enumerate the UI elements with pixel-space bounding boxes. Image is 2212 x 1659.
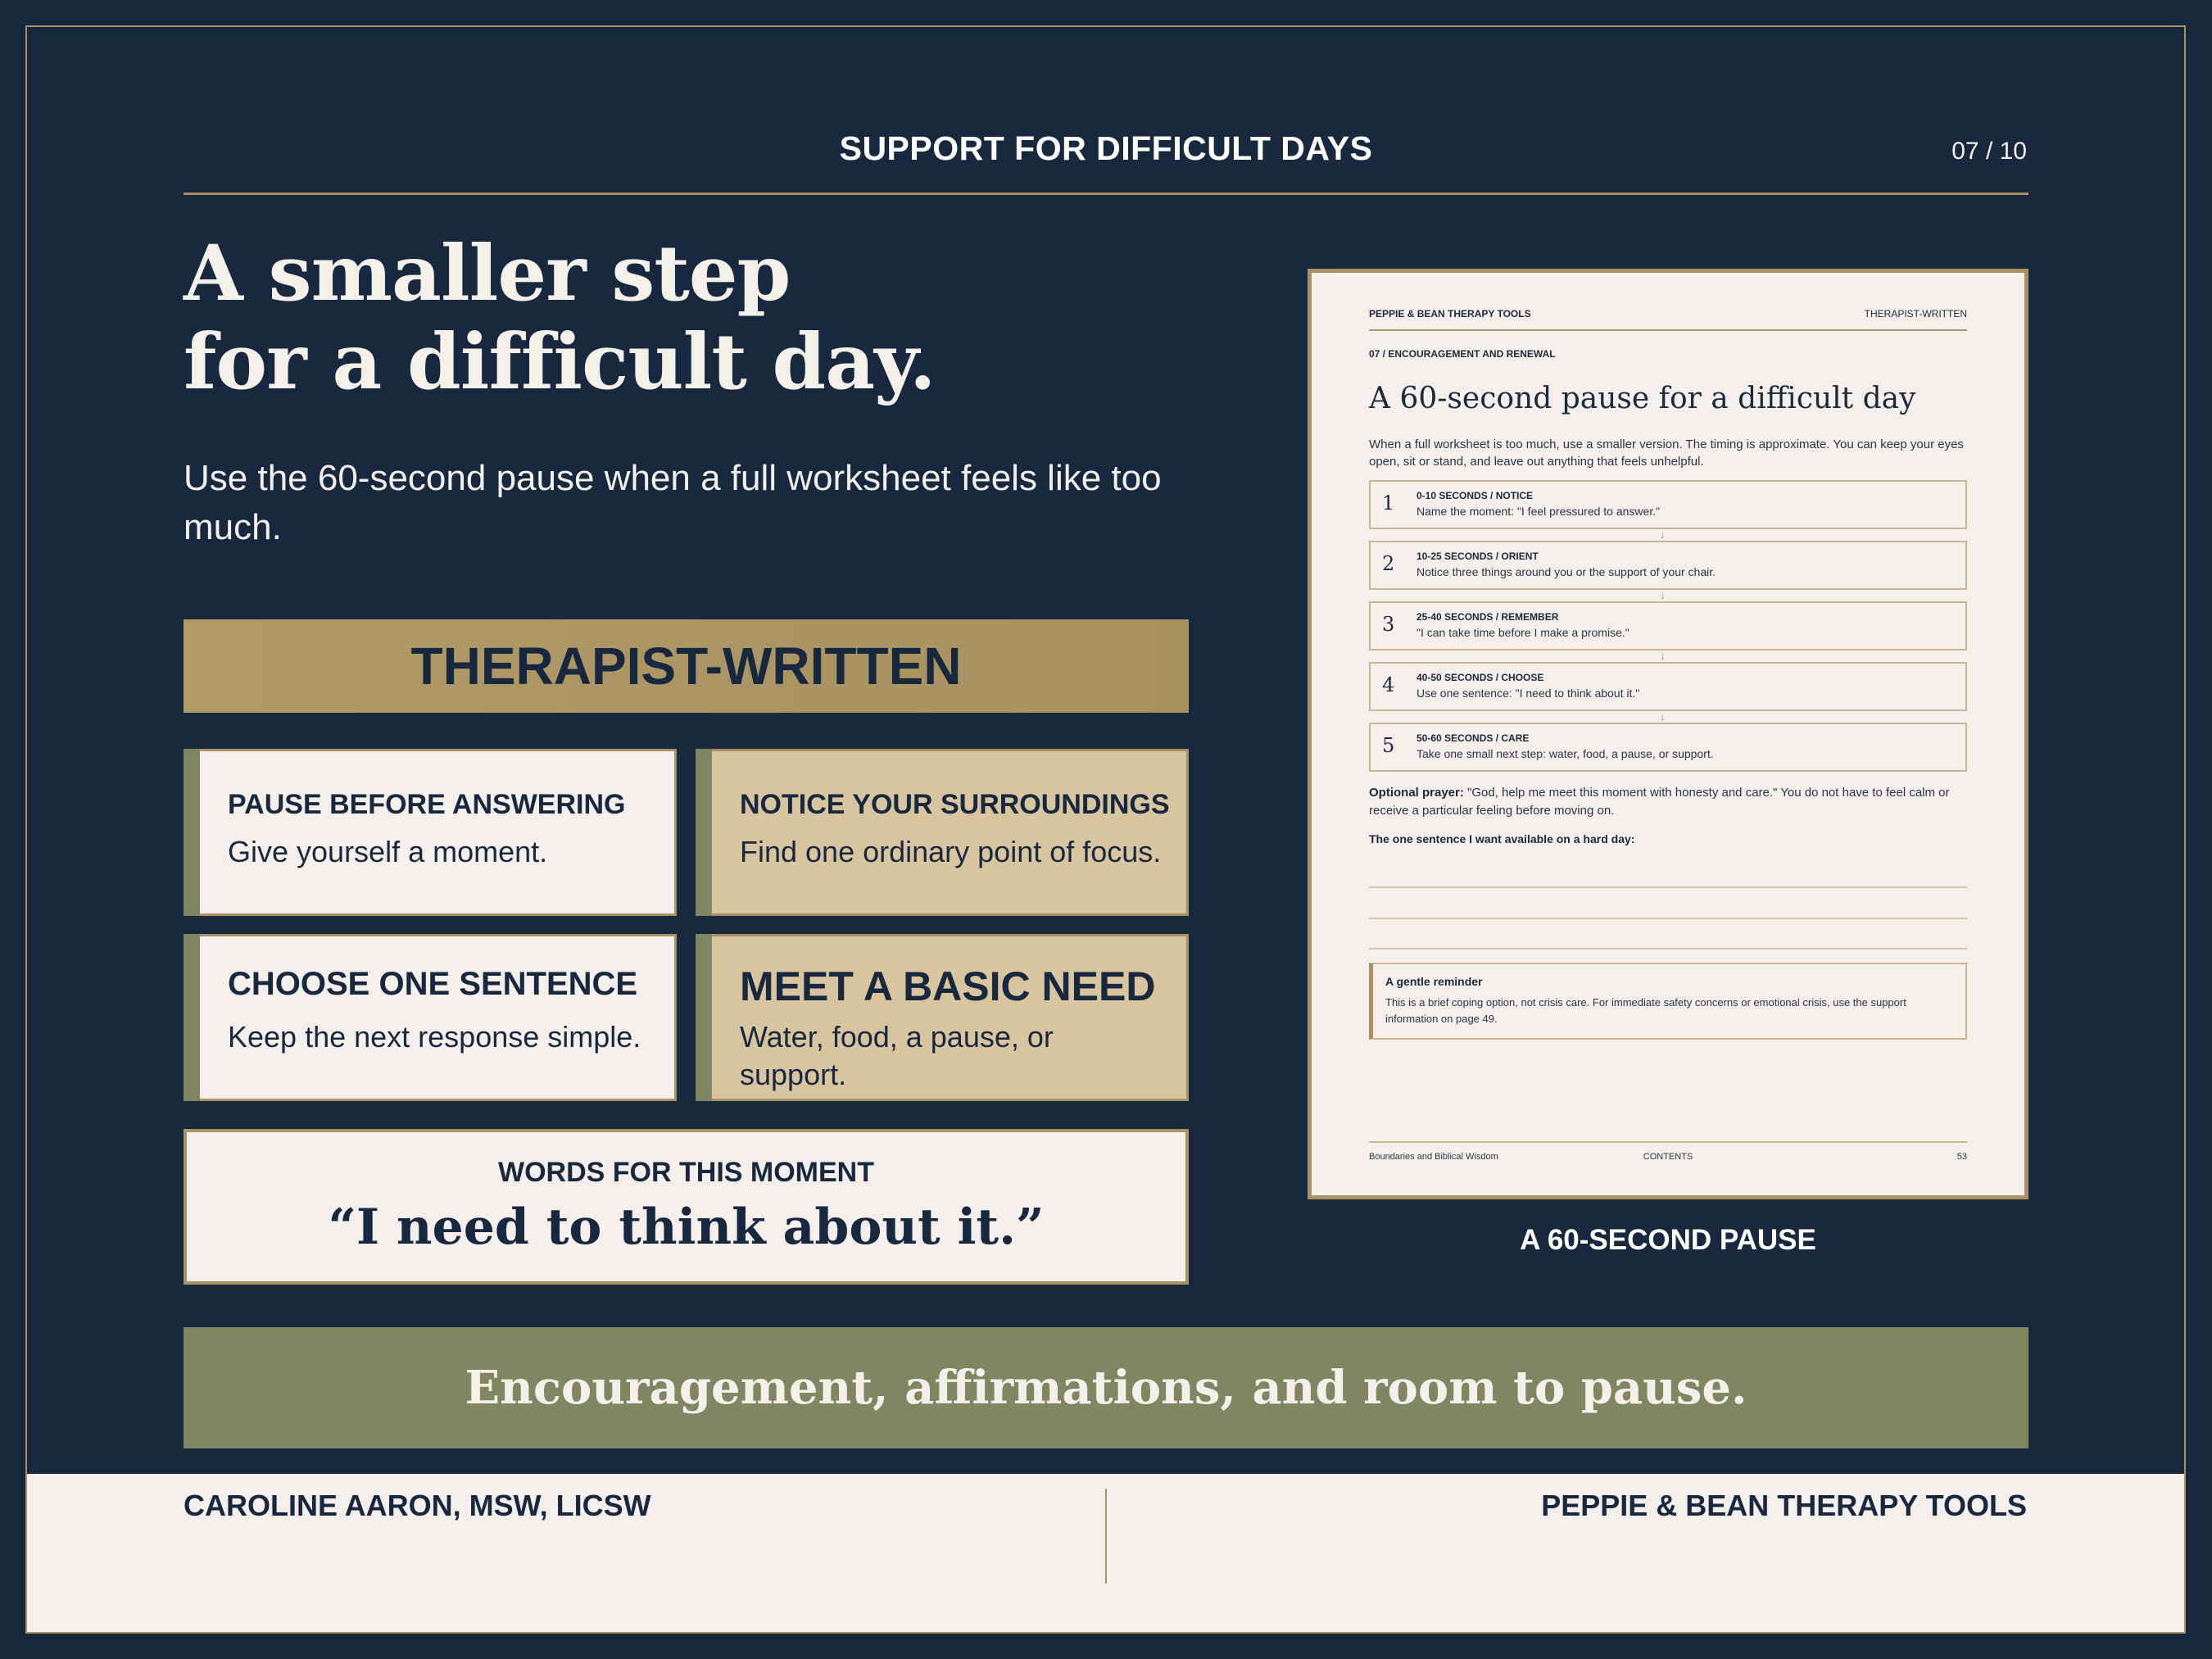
card-pause-before-answering	[184, 749, 677, 916]
encouragement-banner: Encouragement, affirmations, and room to pause.	[184, 1327, 2028, 1448]
step-text: Take one small next step: water, food, a pause, or support.	[1416, 747, 1714, 760]
step-number: 1	[1382, 492, 1395, 514]
words-label: WORDS FOR THIS MOMENT	[498, 1157, 874, 1188]
doc-brand: PEPPIE & BEAN THERAPY TOOLS	[1369, 308, 1531, 320]
headline-line-1: A smaller step	[184, 229, 791, 319]
doc-step	[1369, 541, 1967, 590]
write-line	[1369, 886, 1967, 888]
step-text: Use one sentence: "I need to think about it."	[1416, 687, 1640, 700]
step-text: Notice three things around you or the support of your chair.	[1416, 565, 1716, 578]
step-text: Name the moment: "I feel pressured to answer."	[1416, 505, 1661, 518]
brand-credit: PEPPIE & BEAN THERAPY TOOLS	[1541, 1489, 2027, 1522]
card-title: MEET A BASIC NEED	[740, 963, 1156, 1009]
step-number: 3	[1382, 613, 1395, 636]
step-heading: 10-25 SECONDS / ORIENT	[1416, 551, 1539, 562]
header-divider	[184, 193, 2028, 195]
card-body: Water, food, a pause, or support.	[740, 1020, 1054, 1091]
doc-step	[1369, 601, 1967, 650]
prayer-text: "God, help me meet this moment with honesty and care." You do not have to feel calm or receive a particular feeling before moving on.	[1369, 786, 1950, 818]
headline-line-2: for a difficult day.	[184, 317, 936, 407]
step-heading: 25-40 SECONDS / REMEMBER	[1416, 611, 1559, 623]
card-choose-one-sentence	[184, 934, 677, 1101]
step-heading: 0-10 SECONDS / NOTICE	[1416, 490, 1534, 501]
doc-tag: THERAPIST-WRITTEN	[1864, 308, 1967, 320]
headline	[184, 229, 1167, 406]
down-arrow-icon: ↓	[1660, 589, 1666, 601]
doc-sentence-prompt: The one sentence I want available on a hard day:	[1369, 832, 1635, 845]
words-for-this-moment	[184, 1129, 1189, 1285]
step-number: 4	[1382, 673, 1395, 696]
card-body: Find one ordinary point of focus.	[740, 835, 1162, 868]
doc-footer-left: Boundaries and Biblical Wisdom	[1369, 1152, 1498, 1162]
words-quote: “I need to think about it.”	[328, 1199, 1045, 1256]
footer	[27, 1474, 2184, 1632]
doc-step	[1369, 480, 1967, 529]
step-number: 5	[1382, 734, 1395, 757]
card-title: CHOOSE ONE SENTENCE	[228, 966, 638, 1002]
doc-header-rule	[1369, 329, 1967, 331]
step-text: "I can take time before I make a promise."	[1416, 626, 1630, 639]
doc-footer-center: CONTENTS	[1643, 1152, 1693, 1162]
down-arrow-icon: ↓	[1660, 528, 1666, 541]
doc-step	[1369, 723, 1967, 772]
doc-footer-rule	[1369, 1141, 1967, 1143]
therapist-written-banner: THERAPIST-WRITTEN	[184, 619, 1189, 713]
author-credit: CAROLINE AARON, MSW, LICSW	[184, 1489, 651, 1522]
card-title: PAUSE BEFORE ANSWERING	[228, 789, 626, 820]
page-indicator: 07 / 10	[1951, 138, 2027, 165]
doc-intro: When a full worksheet is too much, use a smaller version. The timing is approximate. You can keep your eyes open, sit or stand, and leave out anything that feels unhelpful.	[1369, 437, 1964, 469]
worksheet-preview	[1308, 269, 2028, 1199]
doc-prayer	[1369, 784, 1967, 820]
prayer-label: Optional prayer:	[1369, 786, 1464, 800]
down-arrow-icon: ↓	[1660, 710, 1666, 723]
doc-reminder	[1369, 963, 1967, 1040]
reminder-heading: A gentle reminder	[1385, 975, 1483, 988]
card-meet-basic-need	[696, 934, 1189, 1101]
section-title: SUPPORT FOR DIFFICULT DAYS	[839, 129, 1373, 167]
step-number: 2	[1382, 552, 1395, 575]
doc-step	[1369, 662, 1967, 711]
card-body: Keep the next response simple.	[228, 1020, 641, 1054]
step-heading: 50-60 SECONDS / CARE	[1416, 732, 1530, 744]
doc-footer-page: 53	[1956, 1152, 1967, 1162]
write-line	[1369, 918, 1967, 919]
reminder-text: This is a brief coping option, not crisis care. For immediate safety concerns or emotional crisis, use the support information on page 49.	[1385, 996, 1906, 1025]
down-arrow-icon: ↓	[1660, 650, 1666, 662]
footer-divider	[1105, 1489, 1107, 1584]
step-heading: 40-50 SECONDS / CHOOSE	[1416, 672, 1544, 683]
doc-title: A 60-second pause for a difficult day	[1369, 382, 1916, 415]
card-notice-surroundings	[696, 749, 1189, 916]
card-title: NOTICE YOUR SURROUNDINGS	[740, 789, 1170, 820]
subtitle: Use the 60-second pause when a full worksheet feels like too much.	[184, 458, 1162, 547]
write-line	[1369, 948, 1967, 950]
doc-section: 07 / ENCOURAGEMENT AND RENEWAL	[1369, 348, 1556, 360]
card-body: Give yourself a moment.	[228, 835, 548, 868]
worksheet-caption: A 60-SECOND PAUSE	[1520, 1224, 1816, 1256]
